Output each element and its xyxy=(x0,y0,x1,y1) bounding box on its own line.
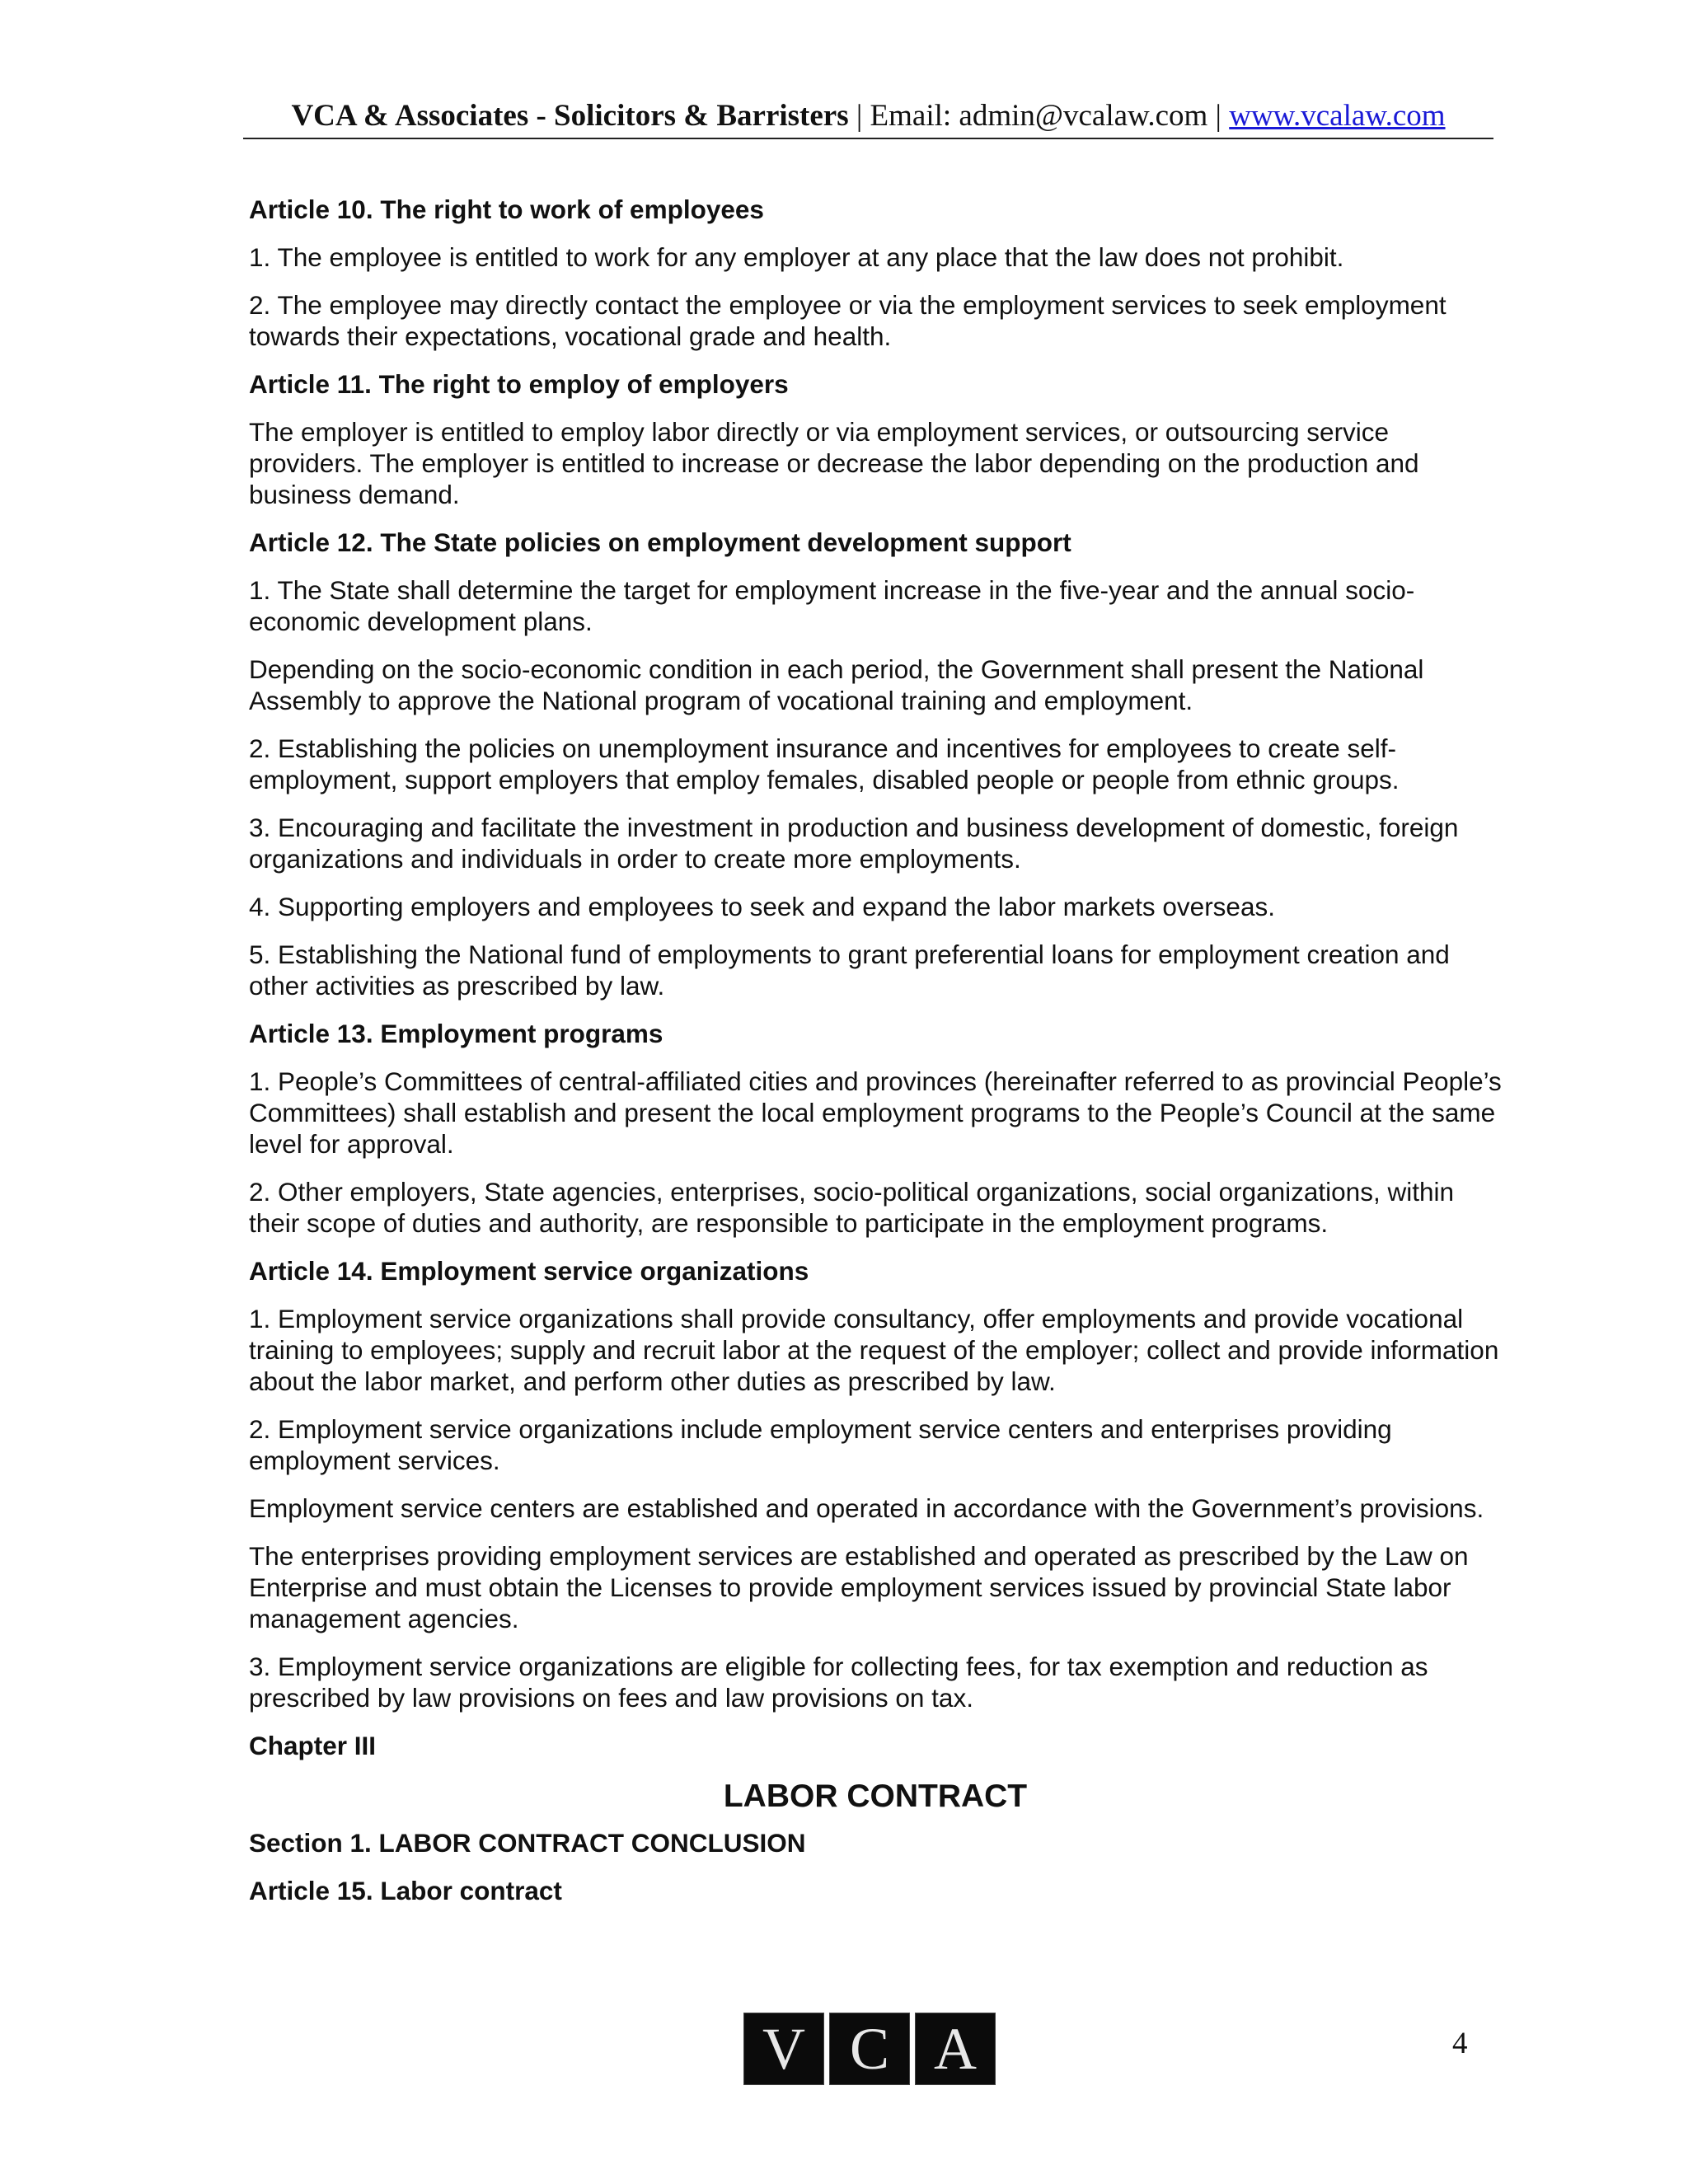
article-14-heading: Article 14. Employment service organizations xyxy=(249,1256,809,1286)
paragraph: 3. Encouraging and facilitate the investment in production and business development of domestic, foreign organizations and individuals in order to create more employments. xyxy=(249,813,1459,874)
paragraph: 2. Employment service organizations include employment service centers and enterprises providing employment services. xyxy=(249,1414,1392,1475)
article-10-heading: Article 10. The right to work of employees xyxy=(249,194,764,224)
chapter-label: Chapter III xyxy=(249,1731,377,1760)
header-separator: | xyxy=(1207,99,1230,133)
paragraph: Employment service centers are established and operated in accordance with the Government’s provisions. xyxy=(249,1493,1484,1523)
logo-letter: V xyxy=(743,2013,824,2085)
paragraph: 2. The employee may directly contact the employee or via the employment services to seek employment towards their expectations, vocational grade and health. xyxy=(249,290,1447,351)
paragraph: 2. Establishing the policies on unemployment insurance and incentives for employees to create self-employment, support employers that employ females, disabled people or people from ethnic groups. xyxy=(249,733,1400,794)
paragraph: The employer is entitled to employ labor directly or via employment services, or outsourcing service providers. The employer is entitled to increase or decrease the labor depending on the production and business demand. xyxy=(249,417,1419,509)
paragraph: 2. Other employers, State agencies, enterprises, socio-political organizations, social organizations, within their scope of duties and authority, are responsible to participate in the employment programs. xyxy=(249,1177,1454,1238)
section-heading: Section 1. LABOR CONTRACT CONCLUSION xyxy=(249,1828,806,1858)
paragraph: The enterprises providing employment services are established and operated as prescribed by the Law on Enterprise and must obtain the Licenses to provide employment services issued by provincial State labor management agencies. xyxy=(249,1541,1469,1633)
header-email: Email: admin@vcalaw.com xyxy=(870,99,1208,133)
paragraph: 1. Employment service organizations shall provide consultancy, offer employments and provide vocational training to employees; supply and recruit labor at the request of the employer; collect and provide information about the labor market, and perform other duties as prescribed by law. xyxy=(249,1304,1499,1396)
page-header xyxy=(243,95,1493,139)
paragraph: 1. The employee is entitled to work for any employer at any place that the law does not prohibit. xyxy=(249,242,1344,272)
paragraph: 4. Supporting employers and employees to seek and expand the labor markets overseas. xyxy=(249,892,1275,921)
paragraph: Depending on the socio-economic condition in each period, the Government shall present the National Assembly to approve the National program of vocational training and employment. xyxy=(249,654,1424,715)
firm-name: VCA & Associates - Solicitors & Barristers xyxy=(291,99,849,133)
chapter-title: LABOR CONTRACT xyxy=(723,1779,1028,1814)
logo-letter: A xyxy=(915,2013,996,2085)
article-15-heading: Article 15. Labor contract xyxy=(249,1876,562,1905)
article-13-heading: Article 13. Employment programs xyxy=(249,1019,663,1048)
vca-logo xyxy=(743,2013,996,2085)
header-separator: | xyxy=(848,99,870,133)
document-body xyxy=(249,194,1502,1923)
paragraph: 3. Employment service organizations are eligible for collecting fees, for tax exemption and reduction as prescribed by law provisions on fees and law provisions on tax. xyxy=(249,1652,1428,1713)
paragraph: 1. The State shall determine the target for employment increase in the five-year and the annual socio-economic development plans. xyxy=(249,575,1415,636)
article-11-heading: Article 11. The right to employ of employers xyxy=(249,369,789,399)
logo-letter: C xyxy=(829,2013,910,2085)
website-link[interactable]: www.vcalaw.com xyxy=(1229,99,1446,133)
article-12-heading: Article 12. The State policies on employment development support xyxy=(249,527,1071,557)
paragraph: 5. Establishing the National fund of employments to grant preferential loans for employment creation and other activities as prescribed by law. xyxy=(249,940,1450,1001)
page-number: 4 xyxy=(1452,2027,1468,2060)
paragraph: 1. People’s Committees of central-affiliated cities and provinces (hereinafter referred to as provincial People’s Committees) shall establish and present the local employment programs to the People’s Council at the same level for approval. xyxy=(249,1066,1502,1159)
